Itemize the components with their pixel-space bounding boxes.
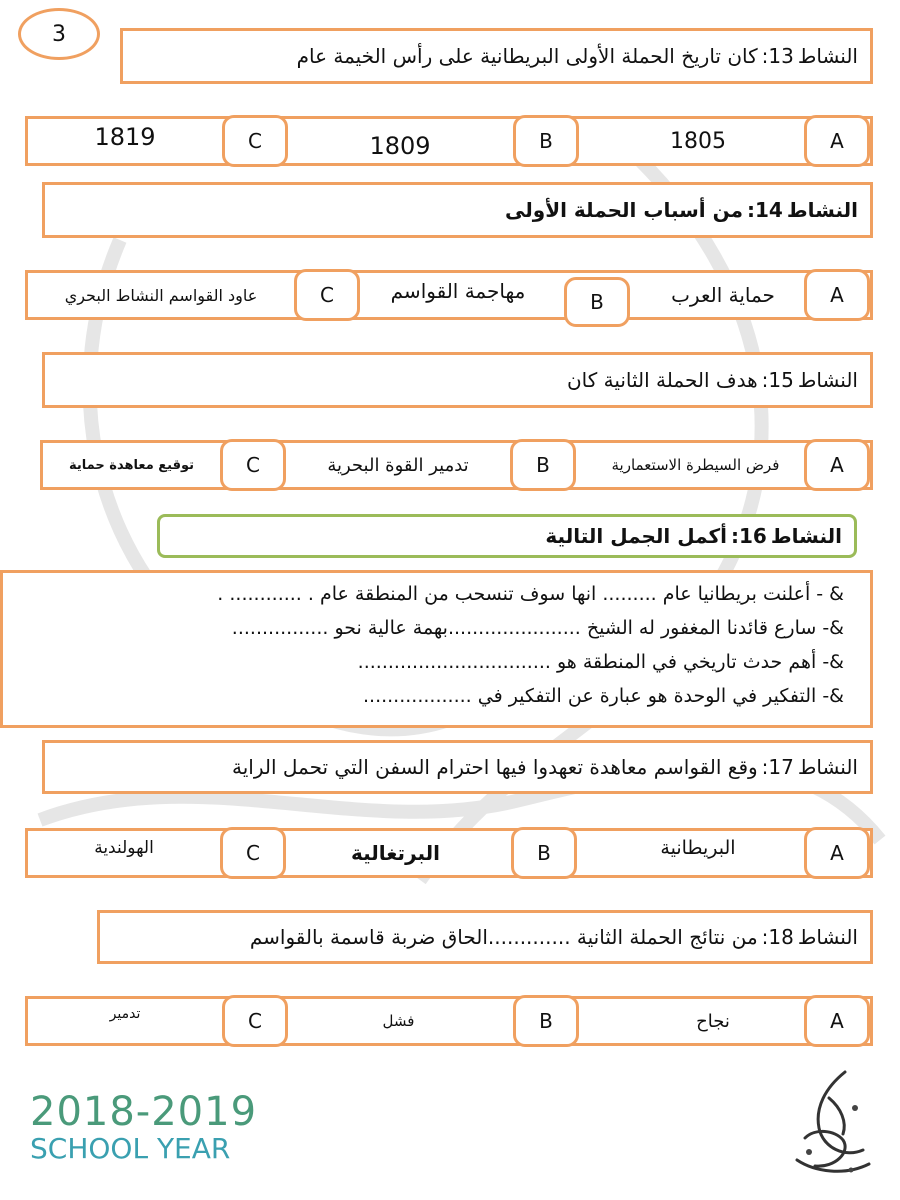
option-c-letter[interactable]: C bbox=[222, 995, 288, 1047]
question-text: كان تاريخ الحملة الأولى البريطانية على رأس الخيمة عام bbox=[296, 44, 758, 68]
fill-sentence-2[interactable]: &- سارع قائدنا المغفور له الشيخ ......................بهمة عالية نحو ................ bbox=[231, 617, 844, 639]
activity-number: 13: bbox=[761, 44, 794, 68]
activity-17-question bbox=[42, 740, 873, 794]
option-c-text[interactable]: تدمير bbox=[109, 1006, 141, 1022]
activity-17-answers bbox=[25, 828, 873, 878]
option-b-letter[interactable]: B bbox=[564, 277, 630, 327]
fill-sentence-4[interactable]: &- التفكير في الوحدة هو عبارة عن التفكير في .................. bbox=[362, 685, 844, 707]
activity-18-answers bbox=[25, 996, 873, 1046]
activity-number: 16: bbox=[730, 524, 767, 548]
activity-label: النشاط bbox=[797, 44, 858, 68]
option-b-text[interactable]: تدمير القوة البحرية bbox=[327, 454, 469, 476]
option-c-letter[interactable]: C bbox=[220, 827, 286, 879]
option-c-letter[interactable]: C bbox=[222, 115, 288, 167]
question-text: وقع القواسم معاهدة تعهدوا فيها احترام السفن التي تحمل الراية bbox=[231, 755, 758, 779]
year-range: 2018-2019 bbox=[30, 1089, 258, 1135]
option-c-text[interactable]: الهولندية bbox=[94, 838, 154, 858]
activity-label: النشاط bbox=[797, 755, 858, 779]
option-b-text[interactable]: فشل bbox=[382, 1012, 415, 1030]
option-c-text[interactable]: توقيع معاهدة حماية bbox=[69, 457, 194, 473]
option-a-text[interactable]: نجاح bbox=[696, 1010, 730, 1032]
option-a-letter[interactable]: A bbox=[804, 115, 870, 167]
activity-number: 14: bbox=[746, 198, 783, 222]
activity-18-question bbox=[97, 910, 873, 964]
fill-sentence-3[interactable]: &- أهم حدث تاريخي في المنطقة هو ................................ bbox=[357, 651, 844, 673]
option-b-letter[interactable]: B bbox=[511, 827, 577, 879]
option-c-text[interactable]: عاود القواسم النشاط البحري bbox=[64, 285, 258, 305]
option-c-text[interactable]: 1819 bbox=[94, 123, 156, 151]
option-a-text[interactable]: حماية العرب bbox=[671, 283, 775, 307]
question-text: من أسباب الحملة الأولى bbox=[505, 198, 743, 222]
option-b-text[interactable]: مهاجمة القواسم bbox=[390, 279, 526, 303]
page-number: 3 bbox=[18, 8, 100, 60]
activity-label: النشاط bbox=[797, 368, 858, 392]
activity-13-question bbox=[120, 28, 873, 84]
activity-label: النشاط bbox=[770, 524, 842, 548]
option-a-text[interactable]: فرض السيطرة الاستعمارية bbox=[611, 456, 780, 474]
option-b-text[interactable]: البرتغالية bbox=[350, 841, 441, 865]
activity-14-question bbox=[42, 182, 873, 238]
fill-in-sentences-box bbox=[0, 570, 873, 728]
calligraphy-logo-icon bbox=[785, 1068, 875, 1180]
activity-15-answers bbox=[40, 440, 873, 490]
activity-label: النشاط bbox=[797, 925, 858, 949]
option-a-letter[interactable]: A bbox=[804, 439, 870, 491]
option-a-text[interactable]: البريطانية bbox=[660, 837, 736, 859]
option-b-letter[interactable]: B bbox=[513, 995, 579, 1047]
option-c-letter[interactable]: C bbox=[294, 269, 360, 321]
option-b-letter[interactable]: B bbox=[513, 115, 579, 167]
option-a-text[interactable]: 1805 bbox=[670, 128, 726, 154]
activity-number: 17: bbox=[761, 755, 794, 779]
question-text: هدف الحملة الثانية كان bbox=[566, 368, 758, 392]
question-text: أكمل الجمل التالية bbox=[545, 524, 727, 548]
question-text: من نتائج الحملة الثانية .............الحاق ضربة قاسمة بالقواسم bbox=[249, 925, 758, 949]
activity-number: 15: bbox=[761, 368, 794, 392]
option-c-letter[interactable]: C bbox=[220, 439, 286, 491]
school-year-label bbox=[30, 1090, 290, 1170]
school-year-text: SCHOOL YEAR bbox=[30, 1132, 231, 1165]
option-b-letter[interactable]: B bbox=[510, 439, 576, 491]
activity-16-question bbox=[157, 514, 857, 558]
fill-sentence-1[interactable]: & - أعلنت بريطانيا عام ......... انها سوف تنسحب من المنطقة عام . ............ . bbox=[217, 583, 844, 605]
activity-14-answers bbox=[25, 270, 873, 320]
option-a-letter[interactable]: A bbox=[804, 995, 870, 1047]
option-a-letter[interactable]: A bbox=[804, 827, 870, 879]
option-b-text[interactable]: 1809 bbox=[369, 132, 431, 160]
activity-13-answers bbox=[25, 116, 873, 166]
activity-number: 18: bbox=[761, 925, 794, 949]
activity-label: النشاط bbox=[786, 198, 858, 222]
option-a-letter[interactable]: A bbox=[804, 269, 870, 321]
activity-15-question bbox=[42, 352, 873, 408]
